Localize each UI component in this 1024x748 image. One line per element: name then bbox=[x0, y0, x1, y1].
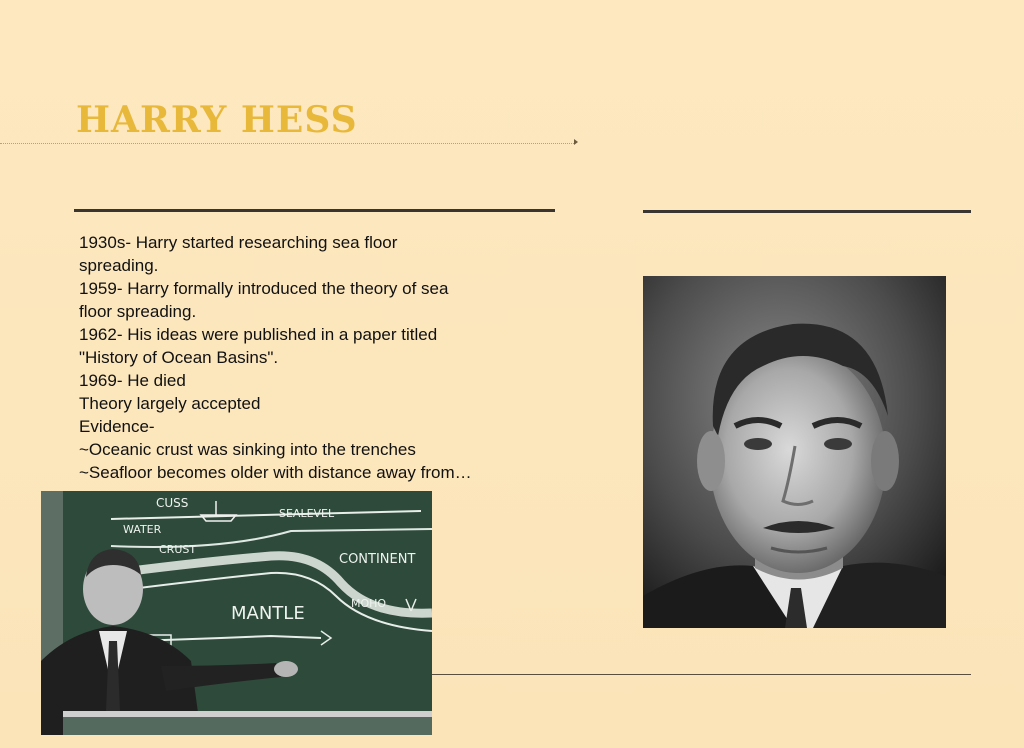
title-underline bbox=[0, 143, 574, 144]
portrait-photo bbox=[643, 276, 946, 628]
bottom-divider bbox=[432, 674, 971, 675]
title-underline-end-icon bbox=[574, 139, 578, 145]
body-line: "History of Ocean Basins". bbox=[79, 348, 279, 367]
body-line: floor spreading. bbox=[79, 302, 197, 321]
right-column-divider bbox=[643, 210, 971, 213]
board-label-sealevel: SEALEVEL bbox=[279, 507, 335, 520]
left-column-divider bbox=[74, 209, 555, 212]
body-line: ~Seafloor becomes older with distance away from… bbox=[79, 463, 472, 482]
body-line: 1959- Harry formally introduced the theory of sea bbox=[79, 279, 449, 298]
body-line: 1930s- Harry started researching sea floor bbox=[79, 233, 398, 252]
body-line: 1962- His ideas were published in a paper titled bbox=[79, 325, 438, 344]
board-label-water: WATER bbox=[123, 523, 162, 536]
body-line: ~Oceanic crust was sinking into the trenches bbox=[79, 440, 416, 459]
body-line: 1969- He died bbox=[79, 371, 186, 390]
board-label-crust: CRUST bbox=[159, 543, 197, 556]
board-label-cuss: CUSS bbox=[156, 496, 189, 510]
chalkboard-photo bbox=[41, 491, 432, 735]
body-line: spreading. bbox=[79, 256, 159, 275]
board-label-moho: MOHO bbox=[351, 597, 387, 610]
body-line: Theory largely accepted bbox=[79, 394, 261, 413]
body-line: Evidence- bbox=[79, 417, 155, 436]
slide-title: HARRY HESS bbox=[76, 99, 358, 141]
body-text bbox=[79, 231, 549, 484]
board-label-continent: CONTINENT bbox=[339, 552, 416, 567]
board-label-mantle: MANTLE bbox=[231, 603, 305, 624]
